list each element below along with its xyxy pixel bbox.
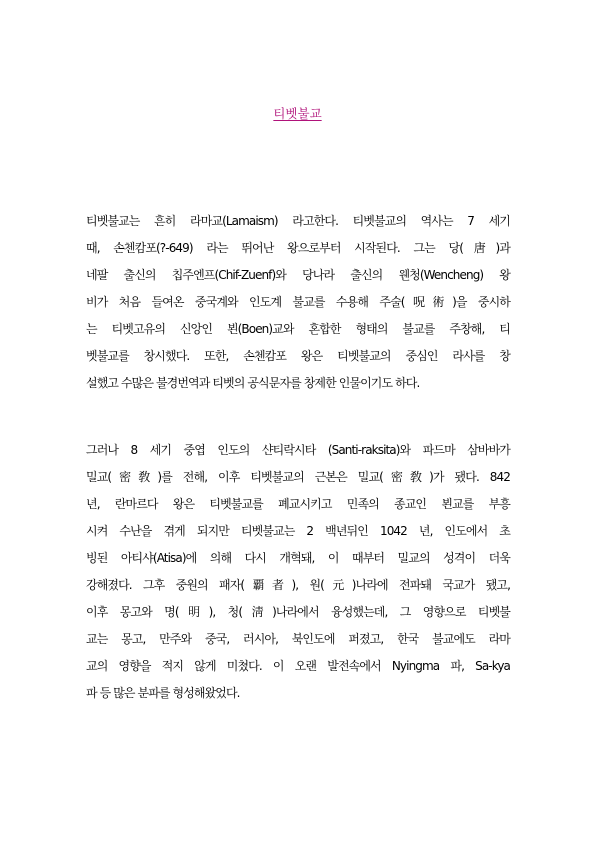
paragraph-line: 벳불교를 창시했다. 또한, 손첸캄포 왕은 티벳불교의 중심인 라사를 창 [86, 349, 510, 363]
document-title: 티벳불교 [273, 106, 322, 121]
paragraph-line: 교는 몽고, 만주와 중국, 러시아, 북인도에 퍼졌고, 한국 불교에도 라마 [86, 632, 510, 646]
paragraph-line: 네팔 출신의 칩주엔프(Chif-Zuenf)와 당나라 출신의 웬청(Wencheng) 왕 [86, 268, 510, 282]
paragraph-line: 시켜 수난을 겪게 되지만 티벳불교는 2 백년뒤인 1042 년, 인도에서 초 [86, 524, 510, 538]
paragraph-line: 년, 란마르다 왕은 티벳불교를 폐교시키고 민족의 종교인 뵌교를 부흥 [86, 497, 510, 511]
paragraph-line: 는 티벳고유의 신앙인 뵌(Boen)교와 혼합한 형태의 불교를 주창해, 티 [86, 322, 510, 336]
paragraph-line: 강해졌다. 그후 중원의 패자(覇者), 원(元)나라에 전파돼 국교가 됐고, [86, 578, 510, 592]
paragraph-line: 티벳불교는 흔히 라마교(Lamaism) 라고한다. 티벳불교의 역사는 7 세기 [86, 214, 510, 228]
body-paragraph-2 [86, 437, 510, 707]
paragraph-line: 비가 처음 들여온 중국계와 인도계 불교를 수용해 주술(呪術)을 중시하 [86, 295, 510, 309]
paragraph-line: 빙된 아티샤(Atisa)에 의해 다시 개혁돼, 이 때부터 밀교의 성격이 더욱 [86, 551, 510, 565]
paragraph-line: 이후 몽고와 명(明), 청(淸)나라에서 융성했는데, 그 영향으로 티벳불 [86, 605, 510, 619]
paragraph-line: 교의 영향을 적지 않게 미쳤다. 이 오랜 발전속에서 Nyingma 파, Sa-kya [86, 659, 510, 673]
paragraph-line: 때, 손첸캄포(?-649) 라는 뛰어난 왕으로부터 시작된다. 그는 당(唐)과 [86, 241, 510, 255]
paragraph-line: 그러나 8 세기 중엽 인도의 샨티락시타 (Santi-raksita)와 파드마 삼바바가 [86, 443, 510, 457]
paragraph-line: 밀교(密敎)를 전해, 이후 티벳불교의 근본은 밀교(密敎)가 됐다. 842 [86, 470, 510, 484]
body-paragraph-1 [86, 208, 510, 397]
paragraph-line: 설했고 수많은 불경번역과 티벳의 공식문자를 창제한 인물이기도 하다. [86, 376, 420, 390]
paragraph-line: 파 등 많은 분파를 형성해왔었다. [86, 686, 240, 700]
